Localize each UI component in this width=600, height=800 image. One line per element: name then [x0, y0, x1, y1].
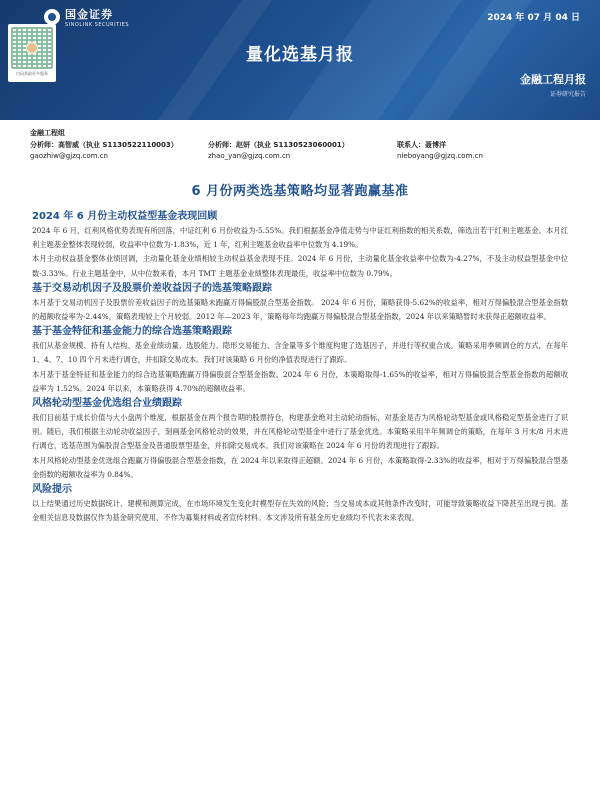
section-paragraph: 本月基于基金特征和基金能力的综合选基策略跑赢万得偏股混合型基金指数。2024 年 6 月份，本策略取得-1.65%的收益率，相对万得偏股混合型基金指数的超额收益率为 1.52%。2024 年以来，本策略获得 4.70%的超额收益率。 — [32, 369, 568, 393]
section-title: 基于基金特征和基金能力的综合选基策略跟踪 — [32, 326, 232, 338]
report-date: 2024 年 07 月 04 日 — [487, 13, 580, 23]
analyst-2-label: 分析师：赵妍（执业 S1130523060001） — [208, 141, 349, 149]
section-title: 风格轮动型基金优选组合业绩跟踪 — [32, 398, 182, 410]
section-paragraph: 我们目前基于成长价值与大小盘两个维度，根据基金在两个报告期的股票持仓，构建基金绝对主动轮动指标，对基金是否为风格轮动型基金或风格稳定型基金进行了识别。随后，我们根据主动轮动收益因子，刻画基金风格轮动的效果，并在风格轮动型基金中进行了基金优选。本策略采用半年频调仓的策略，在每年 3 月末/8 月末进行调仓，选基范围为偏股混合型基金及普通股票型基金，并扣除交易成本。我们对该策略在 2024 年 6 月份的表现进行了跟踪。 — [32, 413, 568, 451]
company-logo-icon — [44, 9, 60, 25]
analyst-1-label: 分析师：高智威（执业 S1130522110003） — [30, 141, 178, 149]
qr-caption: 扫码获取更多服务 — [16, 71, 48, 76]
section-paragraph: 我们从基金规模、持有人结构、基金业绩动量、选股能力、隐形交易能力、含金量等多个维度构建了选基因子，并进行等权重合成。策略采用季频调仓的方式，在每年 1、4、7、10 四个月末进行调仓，并扣除交易成本。我们对该策略 6 月份的净值表现进行了跟踪。 — [32, 341, 568, 365]
report-header — [0, 0, 600, 120]
section-paragraph: 本月风格轮动型基金优选组合跑赢万得偏股混合型基金指数，在 2024 年以来取得正超额。2024 年 6 月份，本策略取得-2.33%的收益率，相对于万得偏股混合型基金指数的超额收益率为 0.84%。 — [32, 455, 568, 479]
contact-email[interactable]: nieboyang@gjzq.com.cn — [397, 152, 483, 160]
logo-name-cn: 国金证券 — [65, 8, 113, 21]
report-body — [32, 209, 568, 525]
team-name: 金融工程组 — [30, 129, 65, 137]
section-title: 风险提示 — [32, 484, 72, 496]
section-title: 2024 年 6 月份主动权益型基金表现回顾 — [32, 211, 218, 222]
section-paragraph: 2024 年 6 月，红利风格优势表现有所回落，中证红利 6 月份收益为-5.55%。我们根据基金净值走势与中证红利指数的相关系数，筛选出若干红利主题基金。本月红利主题基金整体表现较弱，收益率中位数为-1.83%，近 1 年，红利主题基金收益率中位数为 4.19%。 — [32, 226, 568, 250]
contact-label: 联系人：聂博洋 — [397, 141, 446, 149]
report-subtype: 证券研究报告 — [549, 91, 586, 98]
analyst-1-email[interactable]: gaozhiw@gjzq.com.cn — [30, 152, 108, 160]
analyst-2-email[interactable]: zhao_yan@gjzq.com.cn — [208, 152, 291, 160]
section-title: 基于交易动机因子及股票价差收益因子的选基策略跟踪 — [32, 282, 272, 294]
report-type: 金融工程月报 — [520, 73, 586, 86]
section-paragraph: 本月主动权益基金整体业绩回调，主动量化基金业绩相较主动权益基金表现不佳。2024 年 6 月份，主动量化基金收益率中位数为-4.27%，不及主动权益型基金中位数-3.33%。行业主题基金中，从中位数来看，本月 TMT 主题基金业绩整体表现最佳，收益率中位数为 0.79%。 — [32, 254, 568, 278]
company-logo — [44, 6, 129, 28]
section-paragraph: 以上结果通过历史数据统计、建模和测算完成，在市场环境发生变化时模型存在失效的风险；当交易成本或其他条件改变时，可能导致策略收益下降甚至出现亏损。基金相关信息及数据仅作为基金研究使用，不作为募集材料或者宣传材料。本文涉及所有基金历史业绩均不代表未来表现。 — [32, 499, 568, 523]
section-paragraph: 本月基于交易动机因子及股票价差收益因子的选基策略未跑赢万得偏股混合型基金指数。 2024 年 6 月份，策略获得-5.62%的收益率，相对万得偏股混合型基金指数的超额收益率为-2.44%，策略表现较上个月较弱。2012 年—2023 年，策略每年均跑赢万得偏股混合型基金指数，2024 年以来策略暂时未获得正超额收益率。 — [32, 297, 568, 322]
report-series-title: 量化选基月报 — [246, 45, 354, 65]
page-title: 6 月份两类选基策略均显著跑赢基准 — [191, 184, 409, 199]
logo-name-en: SINOLINK SECURITIES — [65, 22, 129, 28]
analyst-info — [30, 128, 483, 162]
